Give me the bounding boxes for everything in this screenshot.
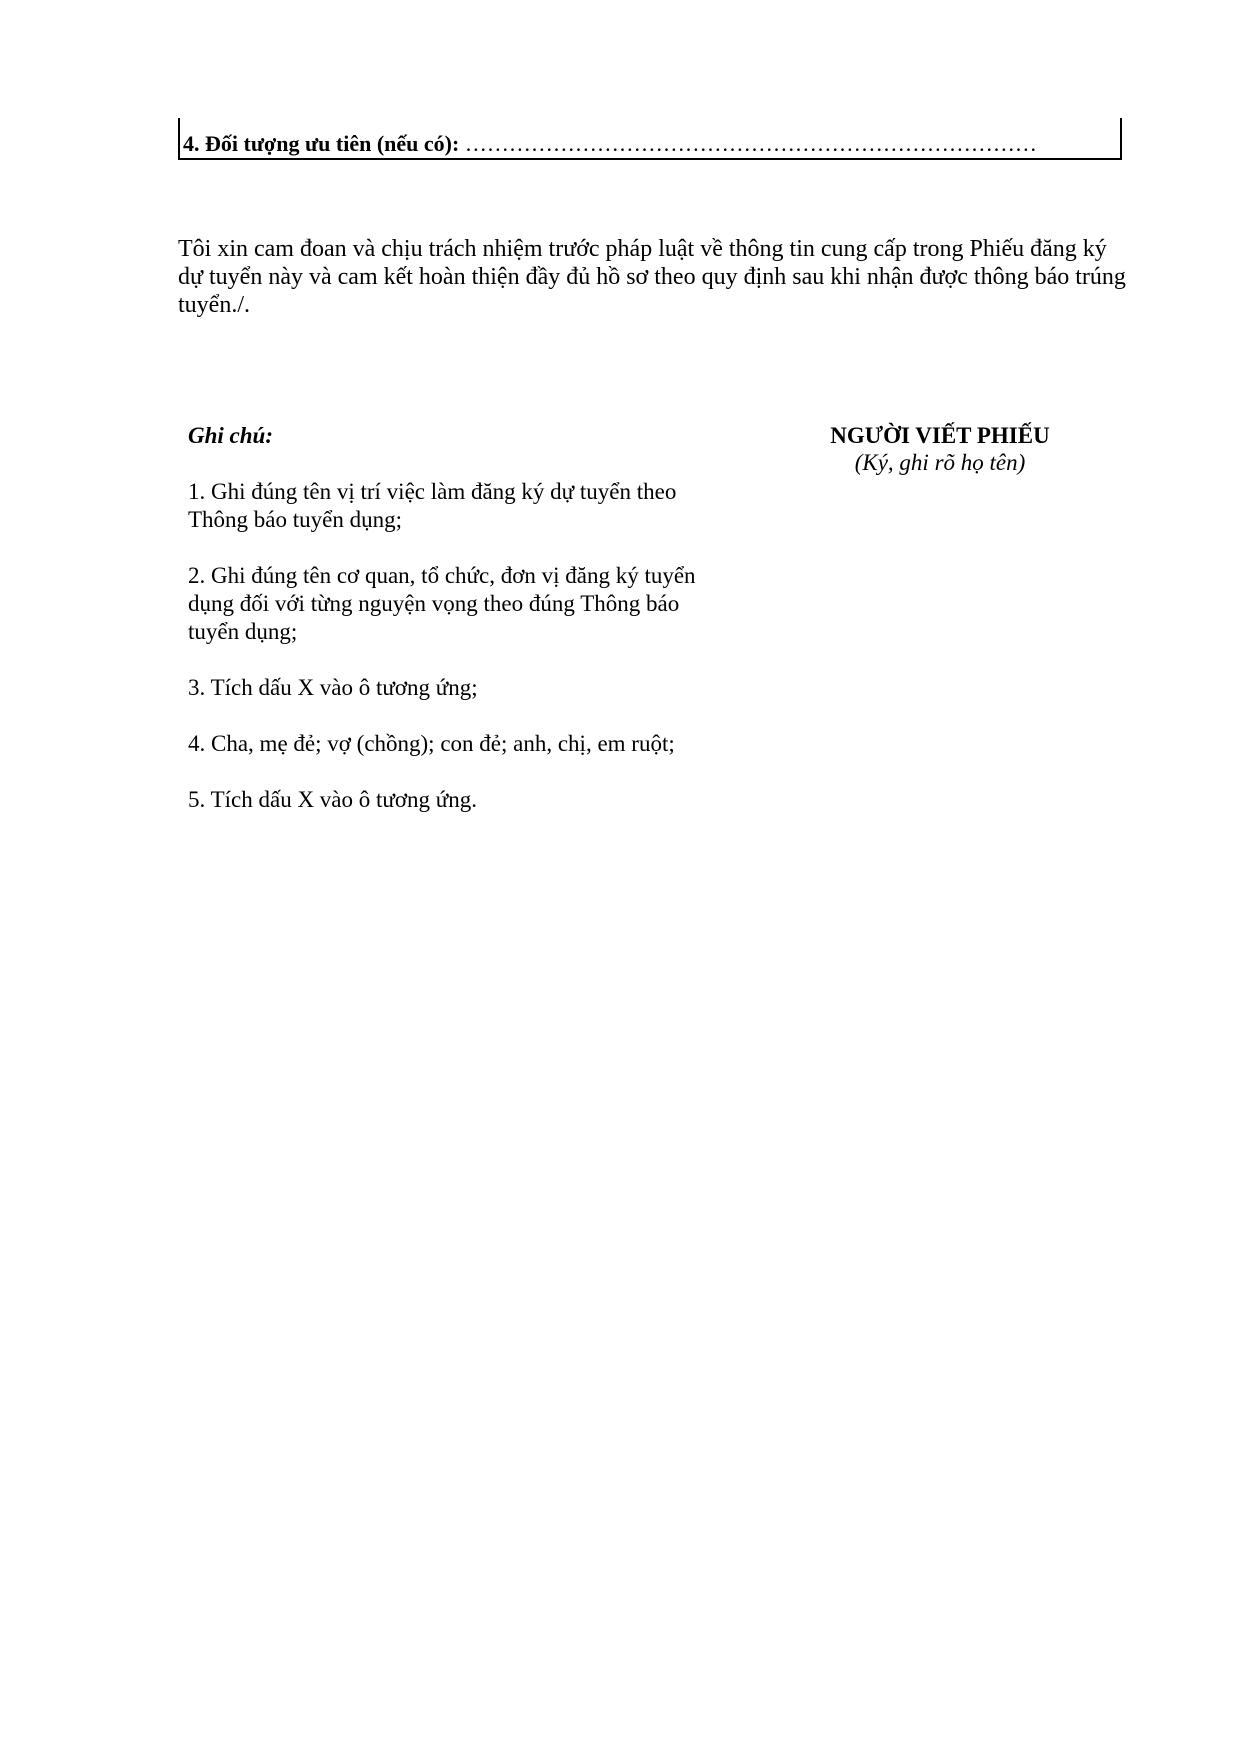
signature-subtitle: (Ký, ghi rõ họ tên) — [854, 450, 1026, 475]
notes-block — [188, 422, 698, 842]
priority-section-box — [178, 118, 1122, 160]
signature-block — [790, 422, 1090, 476]
note-item: 3. Tích dấu X vào ô tương ứng; — [188, 675, 478, 700]
declaration-paragraph: Tôi xin cam đoan và chịu trách nhiệm trước pháp luật về thông tin cung cấp trong Phiếu đăng ký dự tuyển này và cam kết hoàn thiện đầy đủ hồ sơ theo quy định sau khi nhận được thông báo trúng tuyển./. — [178, 236, 1126, 318]
note-item: 1. Ghi đúng tên vị trí việc làm đăng ký dự tuyển theo Thông báo tuyển dụng; — [188, 479, 677, 532]
note-item: 2. Ghi đúng tên cơ quan, tổ chức, đơn vị đăng ký tuyển dụng đối với từng nguyện vọng theo đúng Thông báo tuyển dụng; — [188, 563, 696, 644]
priority-section-line — [183, 133, 1037, 155]
signature-title: NGƯỜI VIẾT PHIẾU — [830, 423, 1050, 448]
note-item: 5. Tích dấu X vào ô tương ứng. — [188, 787, 477, 812]
priority-section-fill-line: …………………………………………………………………… — [459, 131, 1037, 156]
priority-section-label: 4. Đối tượng ưu tiên (nếu có): — [183, 131, 460, 156]
notes-title: Ghi chú: — [188, 423, 273, 448]
note-item: 4. Cha, mẹ đẻ; vợ (chồng); con đẻ; anh, chị, em ruột; — [188, 731, 675, 756]
